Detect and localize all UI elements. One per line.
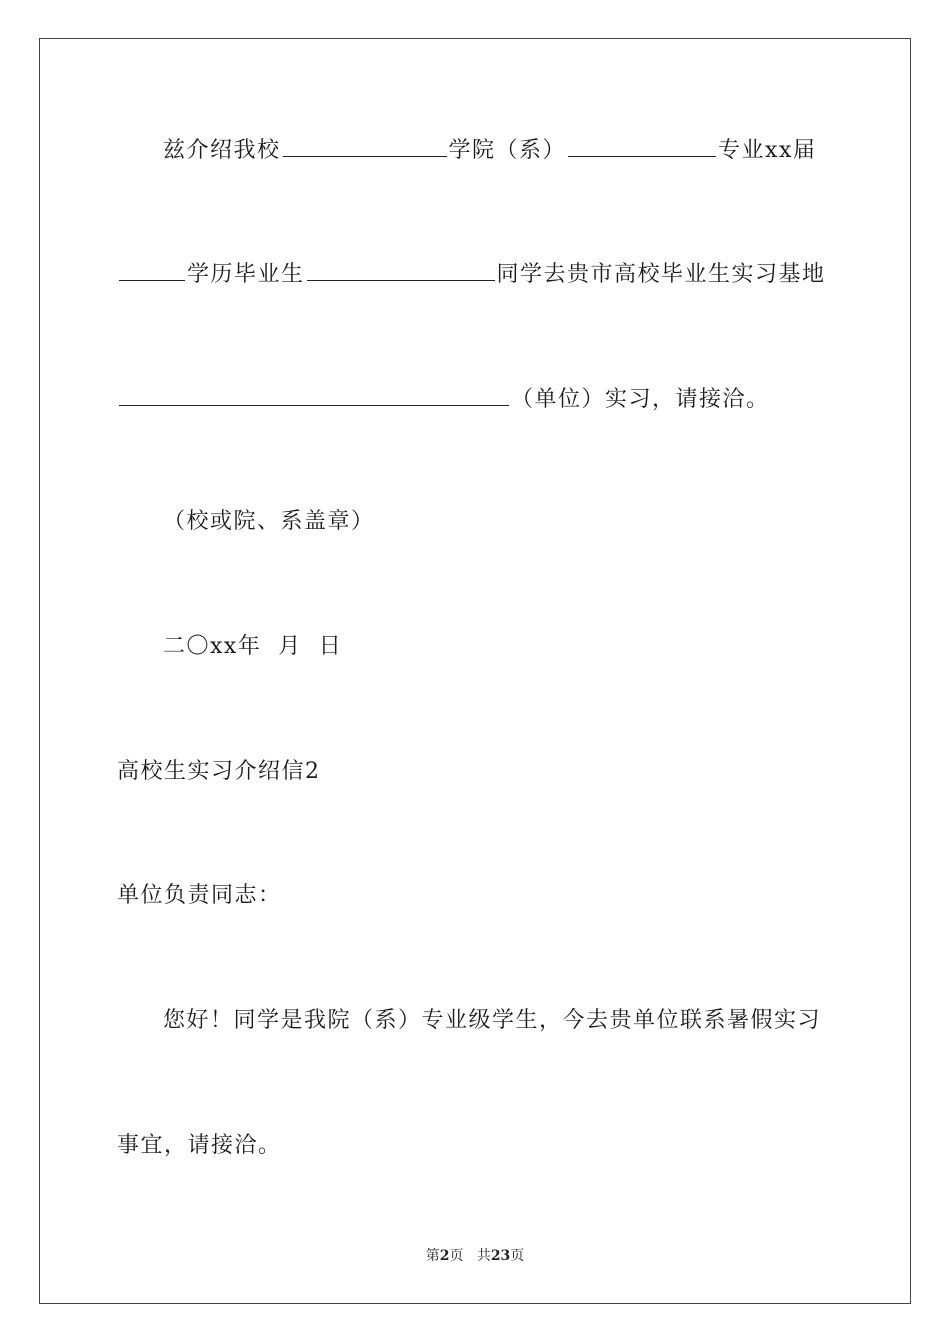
letter1-line1 <box>163 134 816 166</box>
footer-prefix: 第 <box>425 1248 440 1264</box>
unit-blank <box>119 383 509 406</box>
letter1-line2 <box>117 258 826 290</box>
salutation: 单位负责同志： <box>117 883 282 908</box>
footer-total-prefix: 共 <box>476 1248 491 1264</box>
stamp-line: （校或院、系盖章） <box>163 509 375 534</box>
body-line-2: 事宜，请接洽。 <box>117 1133 282 1158</box>
degree-blank <box>119 258 185 281</box>
school-blank <box>283 134 447 157</box>
body-line-1: 您好！同学是我院（系）专业级学生，今去贵单位联系暑假实习 <box>163 1008 822 1033</box>
total-pages-number: 23 <box>490 1248 511 1264</box>
graduate-text: 学历毕业生 <box>187 262 305 287</box>
footer-page-label: 页 <box>449 1248 464 1264</box>
college-text: 学院（系） <box>448 138 567 163</box>
student-name-blank <box>307 258 495 281</box>
intro-text: 兹介绍我校 <box>163 138 281 163</box>
base-text: 同学去贵市高校毕业生实习基地 <box>496 262 826 287</box>
page-border <box>39 38 911 1304</box>
footer-total-label: 页 <box>510 1248 525 1264</box>
letter2-title: 高校生实习介绍信2 <box>117 759 321 784</box>
page-footer <box>0 1246 950 1266</box>
letter1-line3 <box>117 383 770 415</box>
unit-text: （单位）实习，请接洽。 <box>511 387 770 412</box>
current-page-number: 2 <box>439 1248 450 1264</box>
date-line: 二〇xx年 月 日 <box>163 634 343 659</box>
major-text: 专业xx届 <box>718 138 817 163</box>
major-blank <box>568 134 716 157</box>
